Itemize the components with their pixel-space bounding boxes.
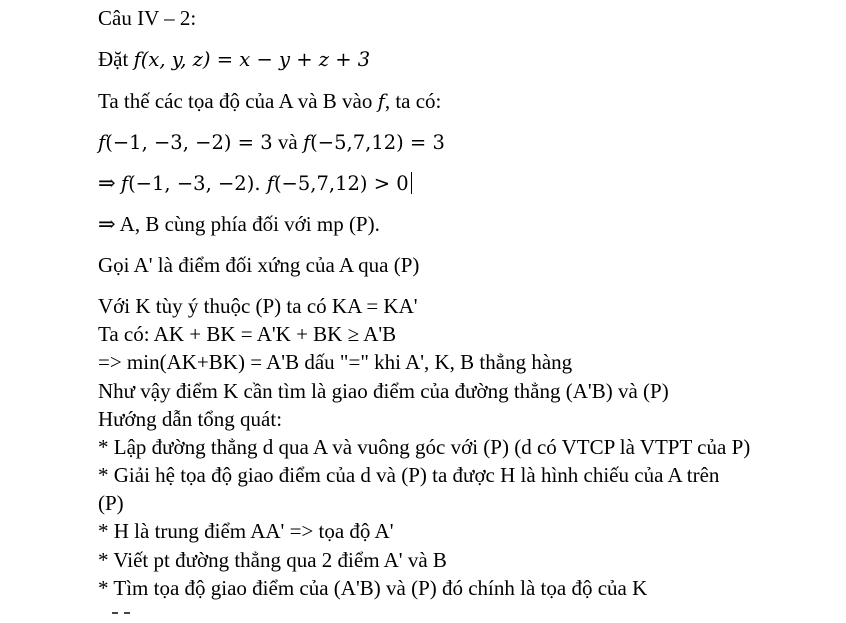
text-line: Như vậy điểm K cần tìm là giao điểm của đường thẳng (A'B) và (P)	[98, 379, 669, 403]
text-line: * H là trung điểm AA' => tọa độ A'	[98, 519, 394, 543]
substitution-sentence: Ta thế các tọa độ của A và B vào f, ta có:	[98, 89, 442, 113]
text-line: * Lập đường thẳng d qua A và vuông góc với (P) (d có VTCP là VTPT của P)	[98, 435, 751, 459]
math-formula: f(x, y, z) = x − y + z + 3	[133, 48, 371, 71]
text-line: => min(AK+BK) = A'B dấu "=" khi A', K, B thẳng hàng	[98, 350, 573, 374]
text-line: Với K tùy ý thuộc (P) ta có KA = KA'	[98, 294, 418, 318]
text-line: Ta có: AK + BK = A'K + BK ≥ A'B	[98, 322, 397, 346]
function-definition: Đặt f(x, y, z) = x − y + z + 3	[98, 47, 371, 71]
product-inequality: ⇒ f(−1, −3, −2). f(−5,7,12) > 0	[98, 170, 412, 196]
text-line: * Tìm tọa độ giao điểm của (A'B) và (P) đó chính là tọa độ của K	[98, 576, 648, 600]
text-line: * Viết pt đường thẳng qua 2 điểm A' và B	[98, 548, 447, 572]
reflection-sentence: Gọi A' là điểm đối xứng của A qua (P)	[98, 253, 420, 277]
math-formula: f(−1, −3, −2) = 3	[98, 131, 273, 154]
section-heading: Câu IV – 2:	[98, 6, 197, 30]
math-formula: f(−5,7,12) = 3	[302, 131, 445, 154]
same-side-conclusion: ⇒ A, B cùng phía đối với mp (P).	[98, 212, 380, 236]
cropped-text-fragment	[112, 612, 130, 616]
math-formula: f(−1, −3, −2). f(−5,7,12) > 0	[120, 172, 409, 195]
text-line: * Giải hệ tọa độ giao điểm của d và (P) ta được H là hình chiếu của A trên	[98, 463, 720, 487]
function-values: f(−1, −3, −2) = 3 và f(−5,7,12) = 3	[98, 130, 445, 154]
text-cursor	[411, 172, 412, 194]
text-line: Hướng dẫn tổng quát:	[98, 407, 283, 431]
text-line: (P)	[98, 491, 124, 515]
